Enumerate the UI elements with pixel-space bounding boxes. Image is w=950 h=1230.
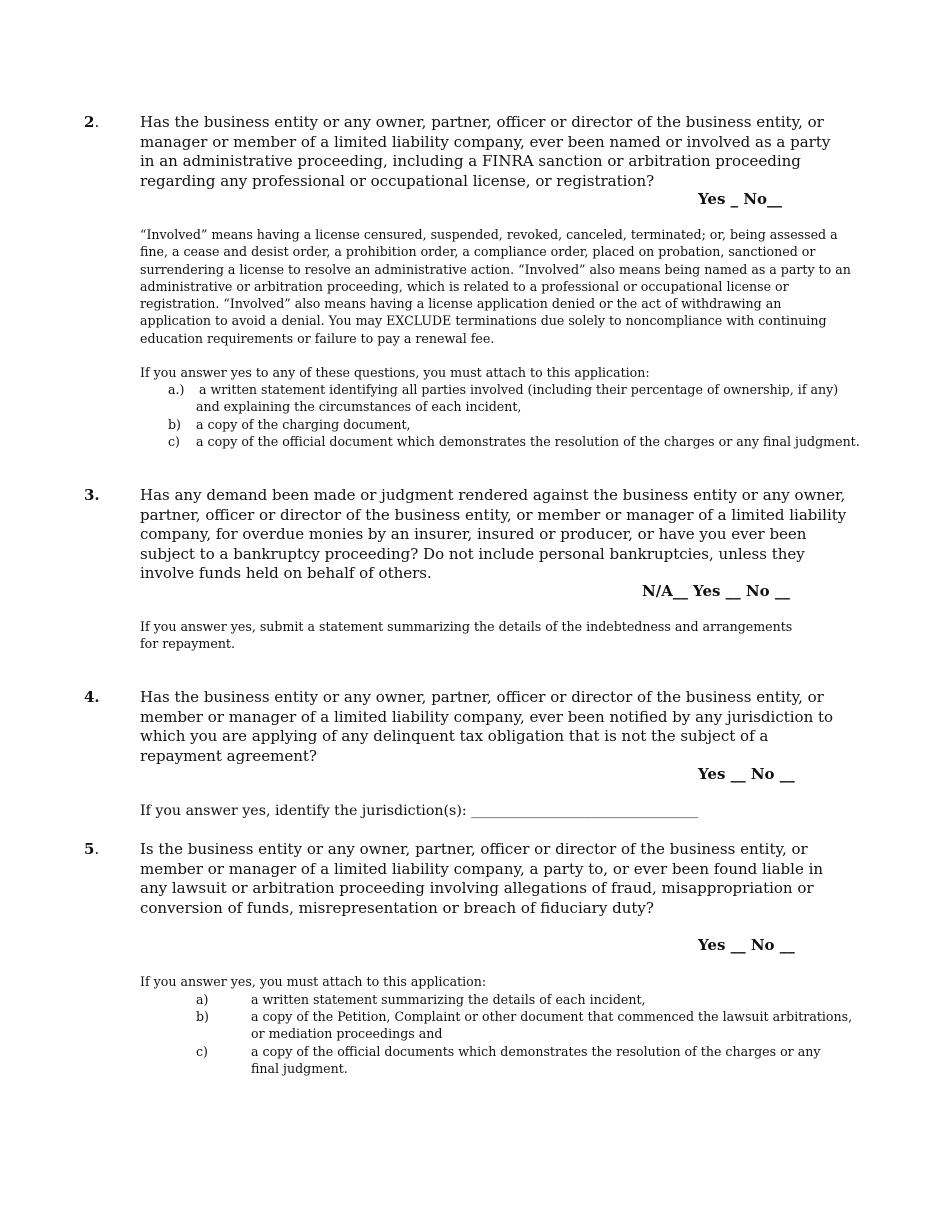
question-5-text: Is the business entity or any owner, partner, officer or director of the business entity, or member or manager of a limited liability company, a party to, or ever been found liable in any lawsuit or arbitration proceeding involving allegations of fraud, misappropriation or conversion of funds, misrepresentation or breach of fiduciary duty? (140, 840, 824, 917)
question-2-item-a-text: a written statement identifying all parties involved (including their percentage of ownership, if any) and explaining the circumstances of each incident, (196, 382, 839, 415)
question-5-item-c-text: a copy of the official documents which demonstrates the resolution of the charges or any final judgment. (251, 1044, 821, 1077)
question-4-text: Has the business entity or any owner, partner, officer or director of the business entity, or member or manager of a limited liability company, ever been notified by any jurisdiction to which you are applying of any delinquent tax obligation that is not the subject of a repayment agreement? (140, 688, 834, 765)
question-5-item-b-text: a copy of the Petition, Complaint or other document that commenced the lawsuit arbitrations, or mediation proceedings and (251, 1009, 853, 1042)
question-2-number (84, 113, 99, 131)
question-5-item-b-label: b) (196, 1009, 209, 1024)
question-4-number: 4. (84, 688, 100, 706)
question-2-item-a-label: a.) (168, 382, 185, 397)
question-2-text: Has the business entity or any owner, partner, officer or director of the business entity, or manager or member of a limited liability company, ever been named or involved as a party in an administrative proceeding, including a FINRA sanction or arbitration proceeding regarding any professional or occupational license, or registration? (140, 113, 831, 190)
question-5-number-digit: 5 (84, 840, 95, 858)
question-5-number (84, 840, 99, 858)
question-5-answer[interactable]: Yes __ No __ (698, 936, 795, 954)
question-3-answer[interactable]: N/A__ Yes __ No __ (642, 582, 790, 600)
question-2-item-b-label: b) (168, 417, 181, 432)
question-2-item-c-text: a copy of the official document which demonstrates the resolution of the charges or any final judgment. (196, 434, 860, 449)
question-2-number-dot: . (94, 113, 100, 131)
question-5-attach-intro: If you answer yes, you must attach to this application: (140, 974, 487, 989)
question-4-answer[interactable]: Yes __ No __ (698, 765, 795, 783)
question-2-item-c-label: c) (168, 434, 180, 449)
question-5-item-a-label: a) (196, 992, 209, 1007)
question-2-attach-intro: If you answer yes to any of these questions, you must attach to this application: (140, 365, 650, 380)
question-2-item-b-text: a copy of the charging document, (196, 417, 411, 432)
question-5-item-c-label: c) (196, 1044, 208, 1059)
question-3-number: 3. (84, 486, 100, 504)
question-2-definition: “Involved” means having a license censured, suspended, revoked, canceled, terminated; or, being assessed a fine, a cease and desist order, a prohibition order, a compliance order, placed on probation, sanctioned or surrendering a license to resolve an administrative action. “Involved” also means being named as a party to an administrative or arbitration proceeding, which is related to a professional or occupational license or registration. “Involved” also means having a license application denied or the act of withdrawing an application to avoid a denial. You may EXCLUDE terminations due solely to noncompliance with continuing education requirements or failure to pay a renewal fee. (140, 227, 851, 346)
question-2-number-digit: 2 (84, 113, 95, 131)
question-2-answer[interactable]: Yes _ No__ (698, 190, 783, 208)
question-5-item-a-text: a written statement summarizing the details of each incident, (251, 992, 646, 1007)
question-5-number-dot: . (94, 840, 100, 858)
question-4-jurisdiction-field[interactable]: If you answer yes, identify the jurisdiction(s): ________________________________ (140, 803, 699, 819)
question-3-note: If you answer yes, submit a statement summarizing the details of the indebtedness and arrangements for repayment. (140, 619, 793, 652)
question-3-text: Has any demand been made or judgment rendered against the business entity or any owner, partner, officer or director of the business entity, or member or manager of a limited liability company, for overdue monies by an insurer, insured or producer, or have you ever been subject to a bankruptcy proceeding? Do not include personal bankruptcies, unless they involve funds held on behalf of others. (140, 486, 847, 582)
